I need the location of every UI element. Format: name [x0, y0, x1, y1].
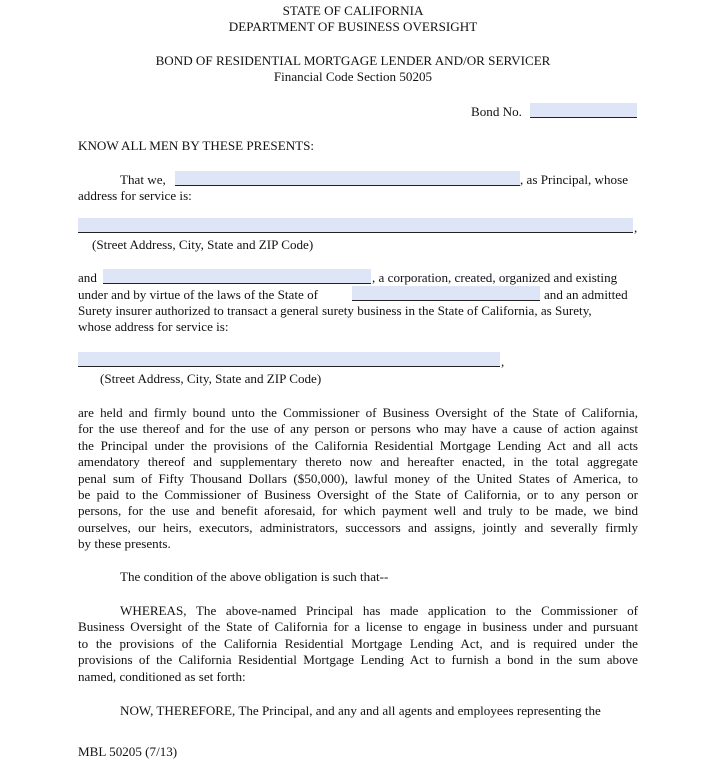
paragraph-line: Business Oversight of the State of California for a license to engage in business under and pursuant — [78, 619, 638, 635]
surety-name-field[interactable] — [103, 269, 371, 284]
paragraph-line: WHEREAS, The above-named Principal has made application to the Commissioner of — [120, 603, 638, 618]
paragraph-line: amendatory thereof and supplementary thereto now and hereafter enacted, in the total aggregate — [78, 454, 638, 470]
header-department: DEPARTMENT OF BUSINESS OVERSIGHT — [228, 19, 478, 34]
principal-lead: That we, — [120, 172, 166, 187]
surety-state-lead: under and by virtue of the laws of the State of — [78, 287, 318, 302]
bond-number-field[interactable] — [530, 103, 637, 118]
paragraph-line: by these presents. — [78, 536, 171, 552]
paragraph-line: penal sum of Fifty Thousand Dollars ($50,000), lawful money of the United States of America, to — [78, 470, 638, 486]
surety-address-field[interactable] — [78, 352, 500, 367]
paragraph-line: are held and firmly bound unto the Commissioner of Business Oversight of the State of California, — [78, 405, 638, 420]
paragraph-line: be paid to the Commissioner of Business Oversight of the State of California, or to any person or — [78, 486, 638, 502]
paragraph-line: persons, for the use and benefit aforesaid, for which payment well and truly to be made, we bind — [78, 503, 638, 519]
therefore-paragraph: NOW, THEREFORE, The Principal, and any and all agents and employees representing the — [120, 703, 601, 718]
surety-state-field[interactable] — [352, 286, 540, 301]
principal-name-field[interactable] — [175, 171, 520, 186]
condition-text: The condition of the above obligation is such that-- — [120, 569, 389, 584]
principal-address-caption: (Street Address, City, State and ZIP Code) — [92, 237, 314, 252]
intro-heading: KNOW ALL MEN BY THESE PRESENTS: — [78, 138, 315, 153]
principal-role-text: , as Principal, whose — [520, 172, 629, 187]
paragraph-line: to the provisions of the California Residential Mortgage Lending Act, and is required under the — [78, 635, 638, 651]
financial-code: Financial Code Section 50205 — [273, 69, 433, 84]
whereas-paragraph — [78, 603, 638, 685]
surety-address-comma: , — [501, 354, 505, 369]
principal-address-lead: address for service is: — [78, 188, 192, 203]
paragraph-line: provisions of the California Residential Mortgage Lending Act to furnish a bond in the sum above — [78, 652, 638, 668]
paragraph-line: named, conditioned as set forth: — [78, 668, 246, 684]
principal-address-field[interactable] — [78, 218, 633, 233]
paragraph-line: the Principal under the provisions of the California Residential Mortgage Lending Act and all acts — [78, 437, 638, 453]
obligation-paragraph — [78, 405, 638, 553]
surety-authorization-text: Surety insurer authorized to transact a general surety business in the State of California, as Surety, — [78, 303, 592, 318]
principal-address-comma: , — [634, 220, 638, 235]
form-title: BOND OF RESIDENTIAL MORTGAGE LENDER AND/OR SERVICER — [155, 53, 551, 68]
paragraph-line: for the use thereof and for the use of any person or persons who may have a cause of action against — [78, 421, 638, 437]
surety-address-lead: whose address for service is: — [78, 319, 229, 334]
surety-lead: and — [78, 270, 97, 285]
form-code: MBL 50205 (7/13) — [78, 744, 178, 759]
paragraph-line: ourselves, our heirs, executors, administrators, successors and assigns, jointly and severally firmly — [78, 519, 638, 535]
surety-address-caption: (Street Address, City, State and ZIP Code) — [100, 371, 322, 386]
header-state: STATE OF CALIFORNIA — [282, 3, 424, 18]
bond-number-label: Bond No. — [471, 104, 522, 119]
surety-admitted-text: and an admitted — [544, 287, 628, 302]
surety-corporation-text: , a corporation, created, organized and existing — [372, 270, 618, 285]
